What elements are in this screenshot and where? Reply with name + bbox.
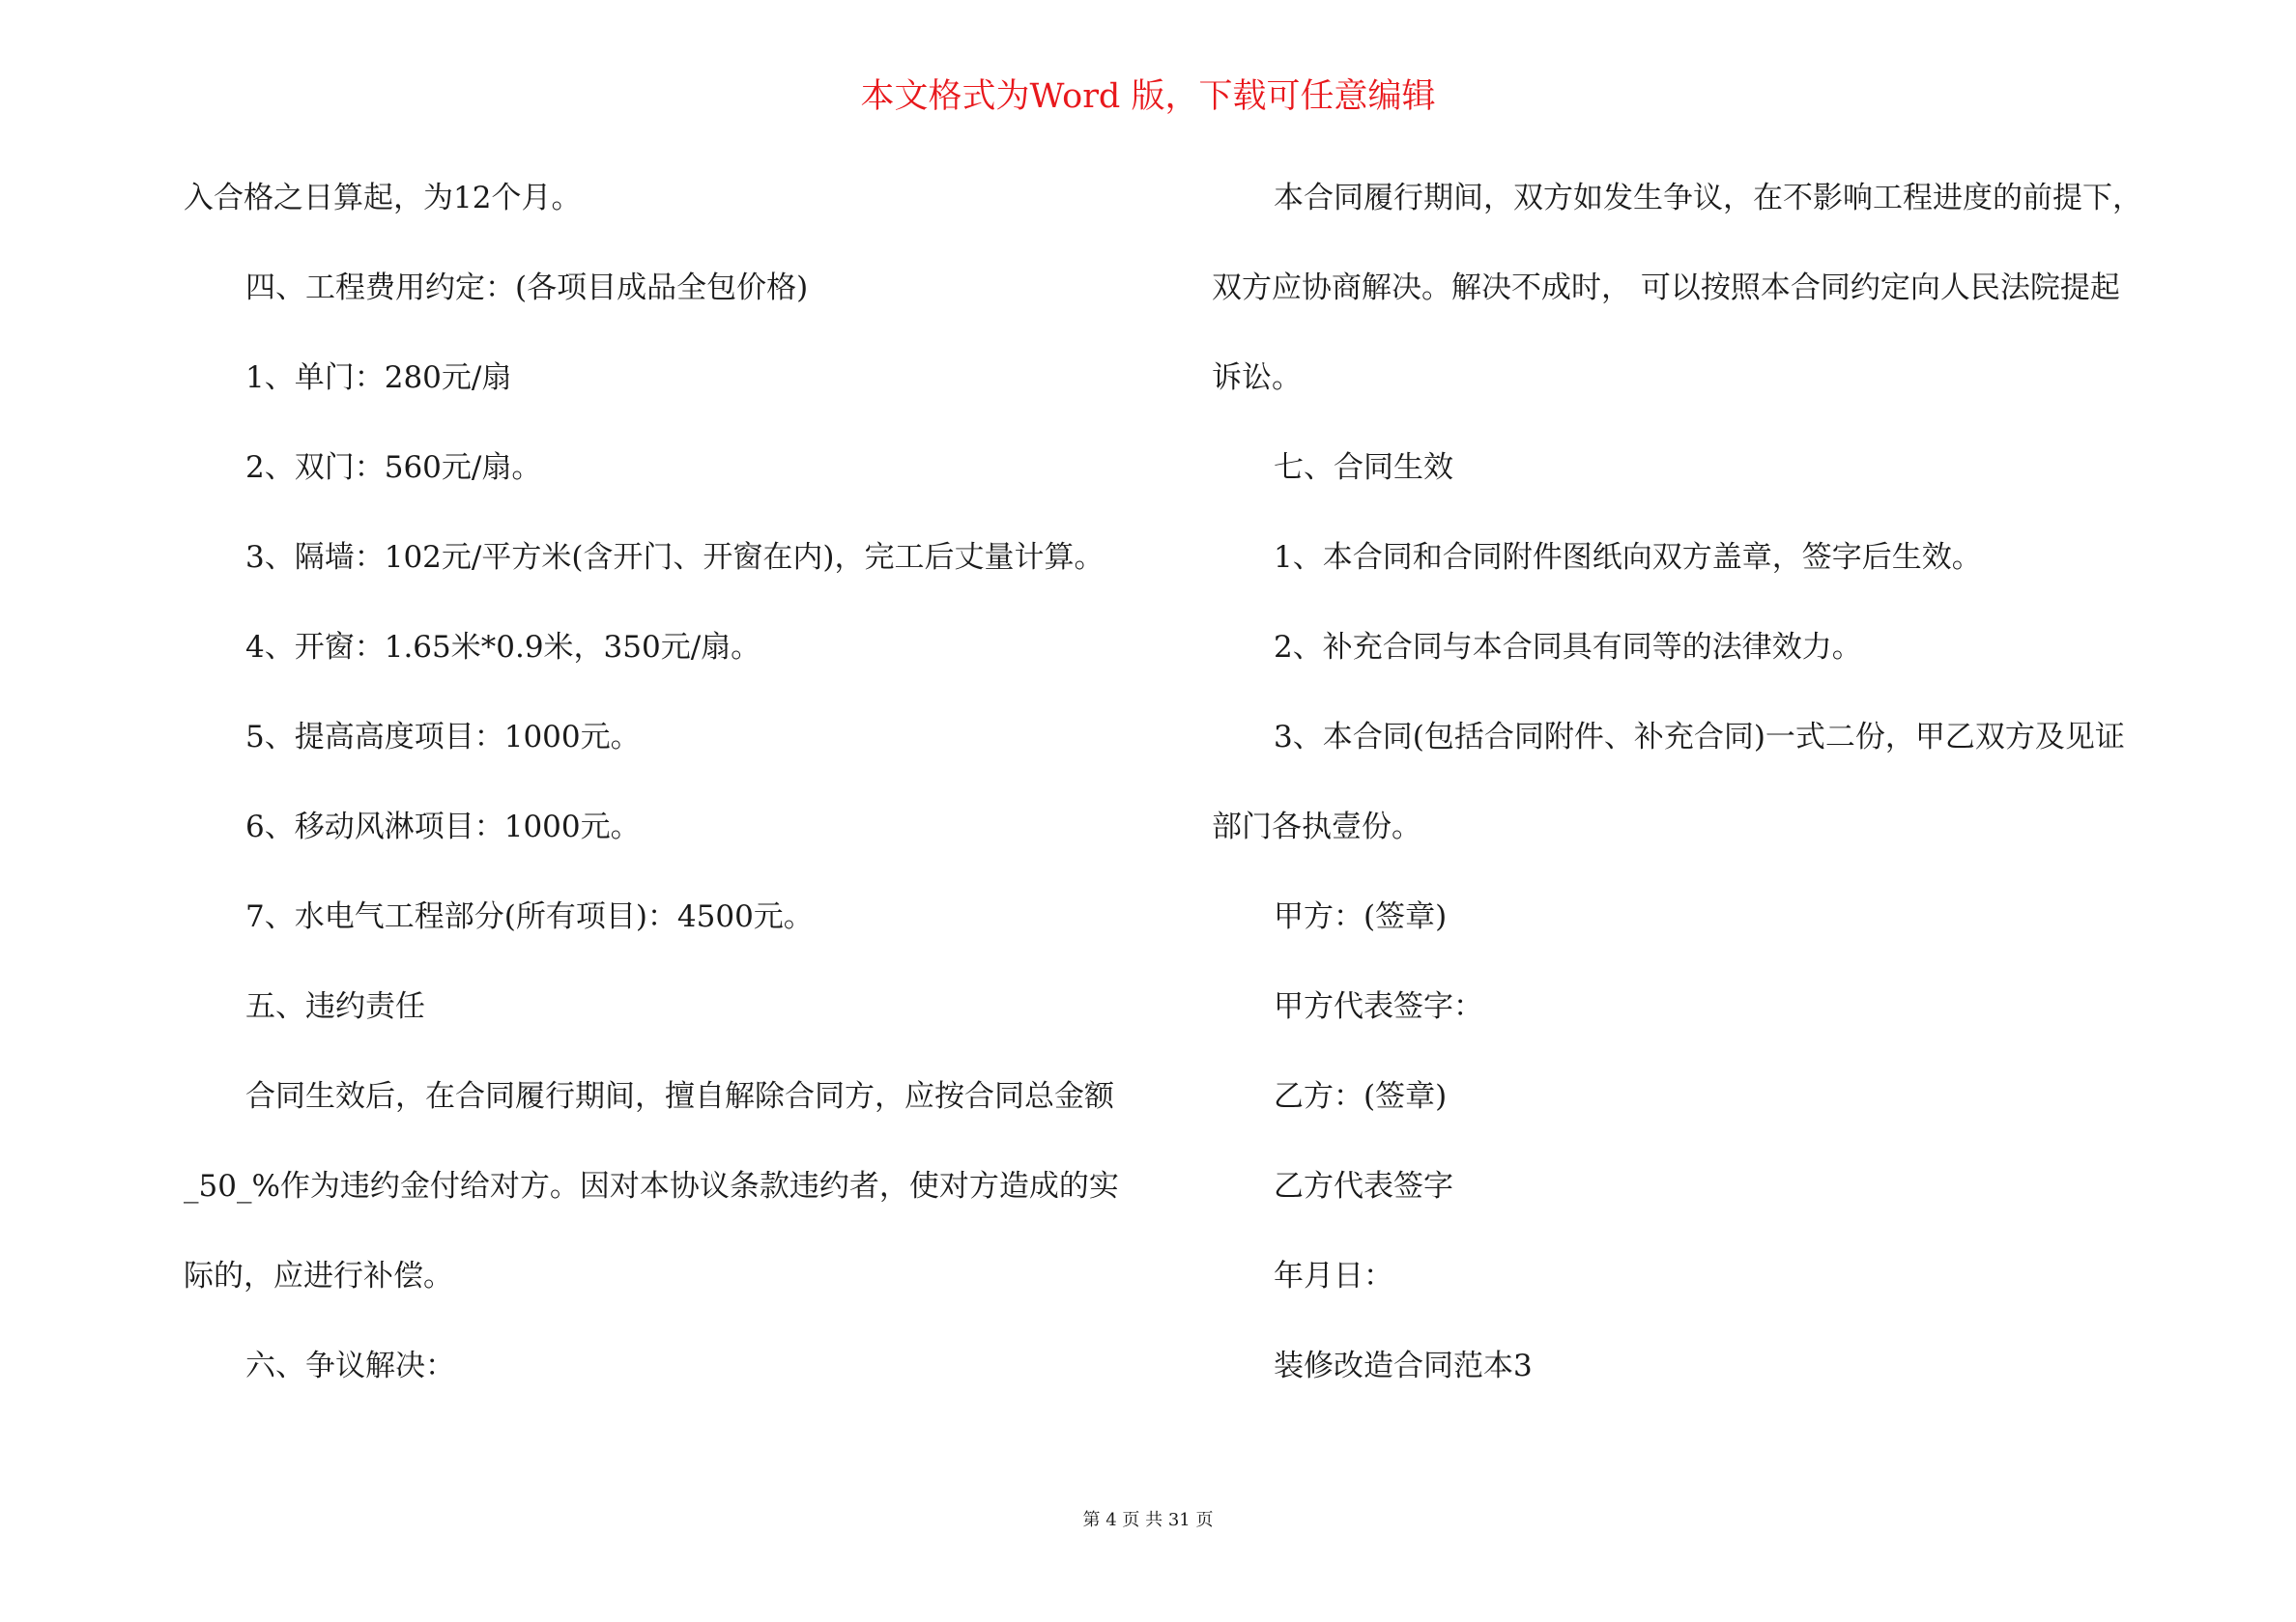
fee-item-utilities: 7、水电气工程部分(所有项目)：4500元。 [245,899,814,934]
paragraph-line: 诉讼。 [1212,360,1302,395]
clause-item: 1、本合同和合同附件图纸向双方盖章，签字后生效。 [1274,540,1982,575]
fee-item-window: 4、开窗：1.65米*0.9米，350元/扇。 [245,630,761,665]
fee-item-single-door: 1、单门：280元/扇 [245,360,512,395]
section-heading-effect: 七、合同生效 [1274,450,1453,485]
signature-party-b-rep: 乙方代表签字 [1274,1169,1453,1204]
paragraph-line: 际的，应进行补偿。 [184,1259,453,1294]
signature-party-a-rep: 甲方代表签字： [1274,989,1483,1024]
signature-date: 年月日： [1274,1259,1393,1294]
fee-item-air-shower: 6、移动风淋项目：1000元。 [245,810,641,844]
section-heading-dispute: 六、争议解决： [245,1349,455,1383]
signature-party-a: 甲方：(签章) [1274,899,1448,934]
section-heading-breach: 五、违约责任 [245,989,425,1024]
paragraph-line: 合同生效后，在合同履行期间，擅自解除合同方，应按合同总金额 [245,1079,1114,1114]
document-header-banner: 本文格式为Word 版，下载可任意编辑 [860,77,1436,116]
paragraph-line: 本合同履行期间，双方如发生争议，在不影响工程进度的前提下， [1274,181,2142,215]
paragraph-line: _50_%作为违约金付给对方。因对本协议条款违约者，使对方造成的实 [184,1169,1119,1204]
fee-item-partition: 3、隔墙：102元/平方米(含开门、开窗在内)，完工后丈量计算。 [245,540,1105,575]
fee-item-double-door: 2、双门：560元/扇。 [245,450,542,485]
next-document-title: 装修改造合同范本3 [1274,1349,1533,1383]
paragraph-line: 部门各执壹份。 [1212,810,1421,844]
signature-party-b: 乙方：(签章) [1274,1079,1448,1114]
fee-item-height: 5、提高高度项目：1000元。 [245,720,641,754]
section-heading-fees: 四、工程费用约定：(各项目成品全包价格) [245,270,809,305]
clause-item: 3、本合同(包括合同附件、补充合同)一式二份，甲乙双方及见证 [1274,720,2125,754]
paragraph-line: 双方应协商解决。解决不成时， 可以按照本合同约定向人民法院提起 [1212,270,2120,305]
clause-item: 2、补充合同与本合同具有同等的法律效力。 [1274,630,1862,665]
paragraph-line: 入合格之日算起，为12个月。 [184,181,582,215]
page-number-footer: 第 4 页 共 31 页 [1082,1510,1214,1530]
